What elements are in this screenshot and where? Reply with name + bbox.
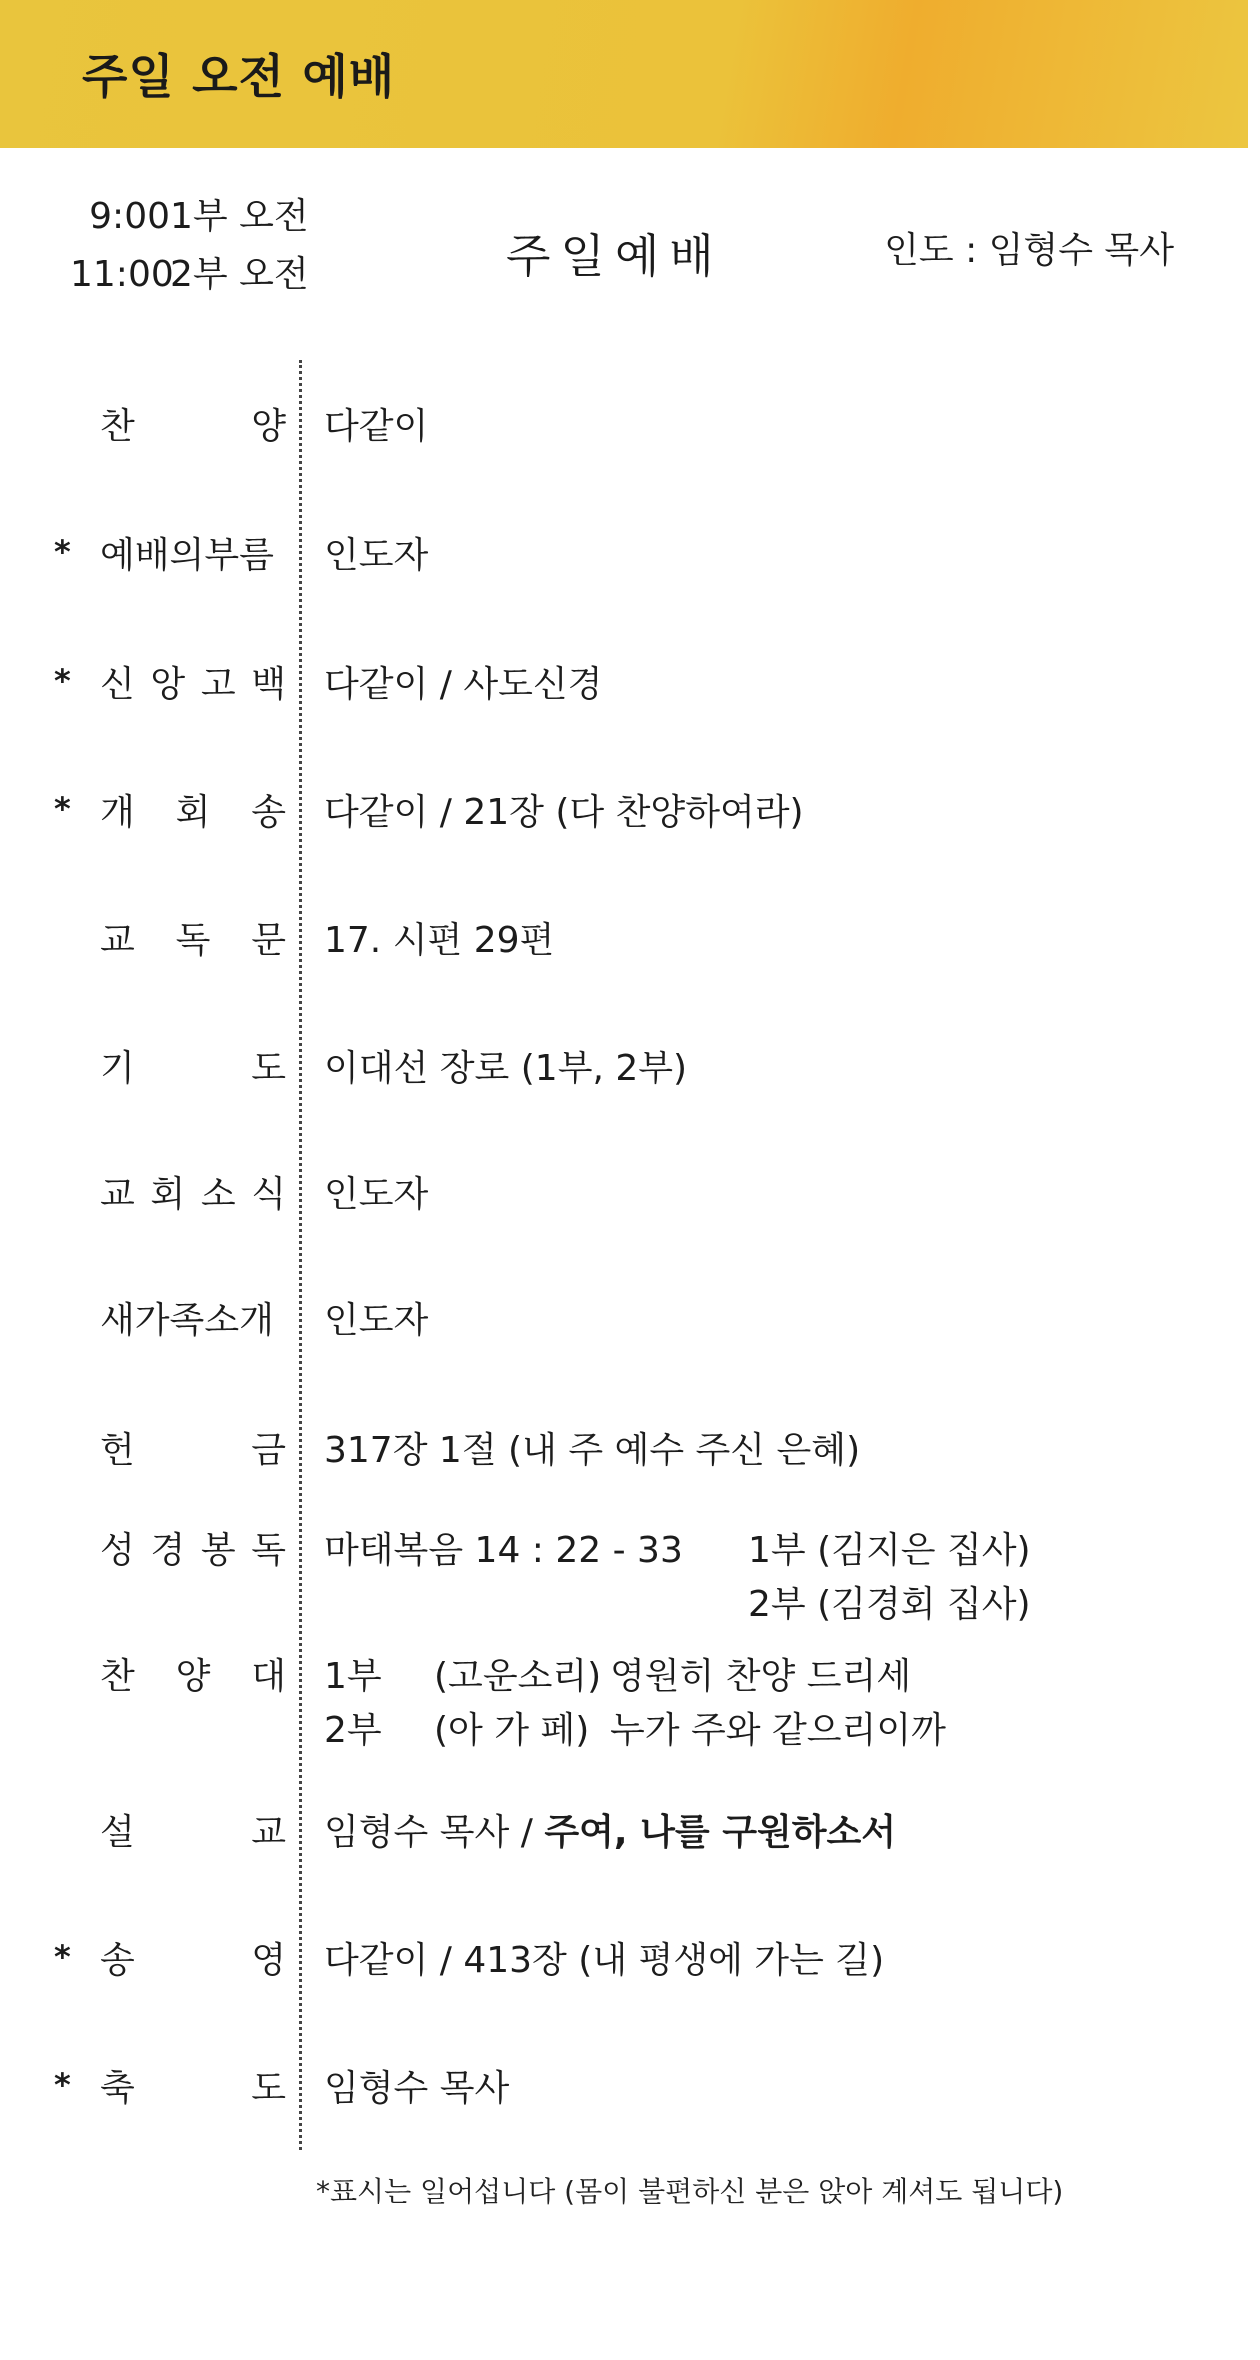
order-item-label [100, 784, 286, 835]
label-char: 소 [200, 1174, 236, 1215]
label-char: 개 [100, 792, 135, 833]
scripture-reader: 2부 (김경회 집사) [748, 1584, 1031, 1625]
order-item-label [100, 527, 286, 578]
label-char: 회 [175, 792, 211, 833]
label-char: 송 [251, 792, 286, 833]
content-text: 317장 1절 (내 주 예수 주신 은혜) [324, 1430, 861, 1471]
dotted-divider [299, 360, 302, 2150]
scripture-reader: 1부 (김지은 집사) [748, 1530, 1031, 1571]
label-char: 예배의부름 [100, 535, 274, 576]
label-char: 문 [251, 920, 286, 961]
label-char: 교 [100, 920, 135, 961]
label-char: 백 [251, 664, 286, 705]
label-char: 대 [251, 1656, 286, 1697]
service-time-row [70, 188, 309, 246]
label-char: 봉 [200, 1530, 236, 1571]
order-item-content [324, 1522, 683, 1573]
content-text: 임형수 목사 [324, 2068, 510, 2109]
choir-song: 영원히 찬양 드리세 [610, 1656, 912, 1697]
label-char: 교 [100, 1174, 135, 1215]
label-char: 영 [251, 1940, 286, 1981]
label-char: 식 [251, 1174, 286, 1215]
order-item-content [324, 2060, 509, 2111]
service-time-row [70, 246, 309, 304]
label-char: 독 [251, 1530, 286, 1571]
label-char: 양 [251, 406, 286, 447]
order-item-label [100, 1292, 286, 1343]
content-text: 다같이 [324, 406, 429, 447]
order-item-label [100, 1804, 286, 1855]
stand-marker: * [54, 790, 71, 828]
service-time-value: 9:00 [89, 196, 170, 237]
stand-marker: * [54, 662, 71, 700]
service-time-label: 2부 오전 [170, 254, 309, 295]
order-item-content [324, 656, 602, 707]
content-text: 임형수 목사 / [324, 1812, 545, 1853]
label-char: 신 [100, 664, 135, 705]
content-text: 다같이 / 사도신경 [324, 664, 603, 705]
order-item-content [324, 1932, 884, 1983]
label-char: 새가족소개 [100, 1300, 274, 1341]
header-banner [0, 0, 1248, 148]
choir-row [324, 1648, 911, 1699]
label-char: 교 [251, 1812, 286, 1853]
content-text: 17. 시편 29편 [324, 920, 555, 961]
order-item-label [100, 1648, 286, 1699]
order-item-label [100, 1422, 286, 1473]
service-time-label: 1부 오전 [170, 196, 309, 237]
label-char: 도 [251, 1048, 286, 1089]
service-leader: 인도 : 임형수 목사 [884, 230, 1174, 271]
stand-marker: * [54, 2066, 71, 2104]
stand-marker: * [54, 1938, 71, 1976]
label-char: 축 [100, 2068, 135, 2109]
content-text: 인도자 [324, 535, 429, 576]
choir-group: (아 가 페) [434, 1710, 590, 1751]
order-item-content [324, 912, 554, 963]
label-char: 기 [100, 1048, 135, 1089]
content-text: 다같이 / 21장 (다 찬양하여라) [324, 792, 804, 833]
order-item-label [100, 1522, 286, 1573]
label-char: 양 [175, 1656, 211, 1697]
content-text: 인도자 [324, 1300, 429, 1341]
order-item-content [324, 1804, 896, 1855]
service-title: 주일예배 [506, 229, 724, 283]
label-char: 찬 [100, 1656, 135, 1697]
footnote: *표시는 일어섭니다 (몸이 불편하신 분은 앉아 계셔도 됩니다) [316, 2175, 1064, 2208]
label-char: 금 [251, 1430, 286, 1471]
order-item-content [324, 1166, 428, 1217]
order-item-label [100, 398, 286, 449]
label-char: 도 [251, 2068, 286, 2109]
choir-row [324, 1702, 946, 1753]
order-item-content [324, 1040, 687, 1091]
content-text: 마태복음 14 : 22 - 33 [324, 1530, 683, 1571]
label-char: 회 [150, 1174, 186, 1215]
label-char: 설 [100, 1812, 135, 1853]
label-char: 경 [150, 1530, 186, 1571]
order-item-content [324, 398, 428, 449]
stand-marker: * [54, 533, 71, 571]
label-char: 독 [175, 920, 211, 961]
order-item-label [100, 656, 286, 707]
content-text: 이대선 장로 (1부, 2부) [324, 1048, 688, 1089]
label-char: 찬 [100, 406, 135, 447]
choir-part: 1부 [324, 1656, 382, 1697]
label-char: 헌 [100, 1430, 135, 1471]
label-char: 송 [100, 1940, 135, 1981]
choir-group: (고운소리) [434, 1656, 602, 1697]
order-item-label [100, 1166, 286, 1217]
order-item-label [100, 912, 286, 963]
choir-part: 2부 [324, 1710, 382, 1751]
choir-song: 누가 주와 같으리이까 [610, 1710, 946, 1751]
order-item-label [100, 2060, 286, 2111]
label-char: 앙 [150, 664, 186, 705]
content-text: 인도자 [324, 1174, 429, 1215]
order-item-label [100, 1932, 286, 1983]
banner-title: 주일 오전 예배 [82, 50, 396, 105]
label-char: 고 [200, 664, 236, 705]
order-item-content [324, 784, 804, 835]
service-times [70, 188, 309, 304]
content-text: 다같이 / 413장 (내 평생에 가는 길) [324, 1940, 885, 1981]
order-item-content [324, 1292, 428, 1343]
order-item-content [324, 1422, 860, 1473]
order-item-content [324, 527, 428, 578]
sermon-title: 주여, 나를 구원하소서 [544, 1812, 897, 1853]
order-item-label [100, 1040, 286, 1091]
service-time-value: 11:00 [70, 254, 174, 295]
label-char: 성 [100, 1530, 135, 1571]
